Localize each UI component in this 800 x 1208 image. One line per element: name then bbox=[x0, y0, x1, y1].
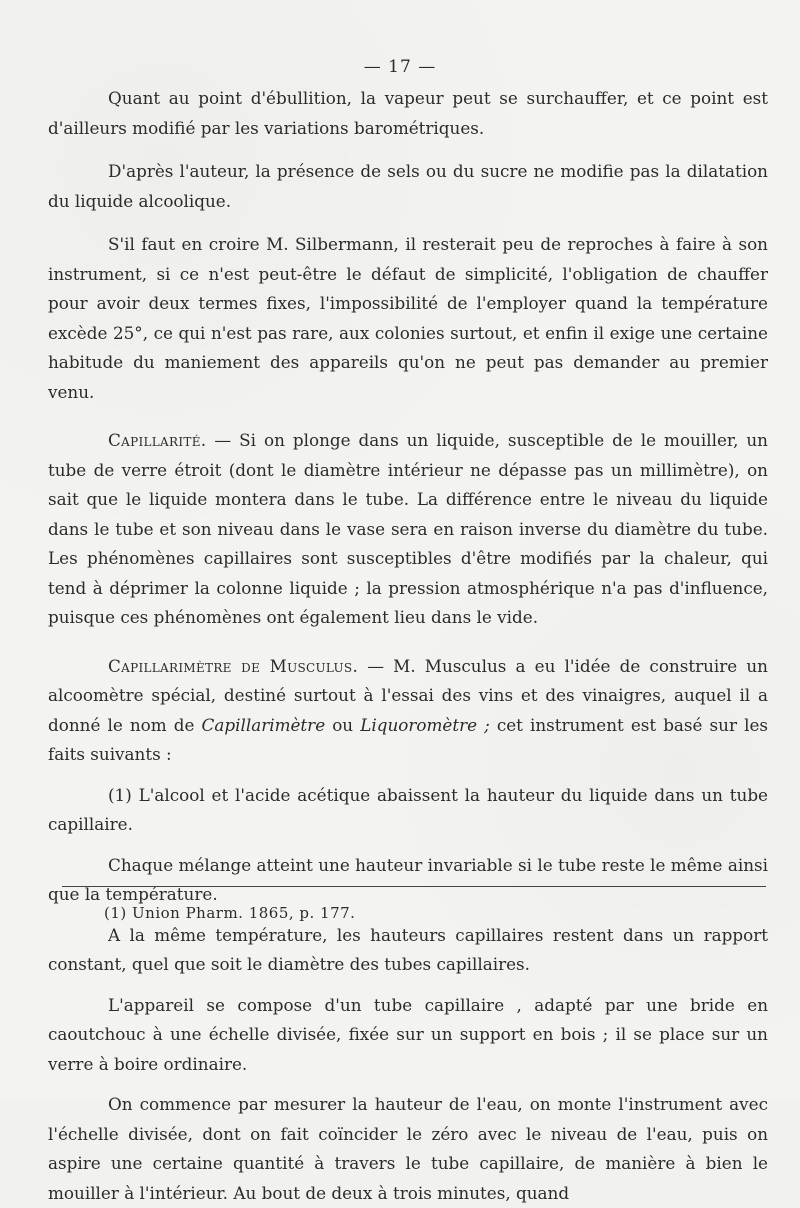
paragraph-capillarimetre-body-1: — M. Musculus a eu l'idée de construire un alcoomètre spécial, destiné surtout à l'essai des vins et des vinaigres, auquel il a donné le nom de bbox=[48, 655, 768, 735]
main-text bbox=[48, 84, 768, 1208]
section-heading-capillarimetre: Capillarimètre de Musculus. bbox=[108, 655, 359, 676]
footnote: (1) Union Pharm. 1865, p. 177. bbox=[104, 904, 356, 922]
page-number: — 17 — bbox=[363, 57, 437, 77]
paragraph-capillarite bbox=[48, 426, 768, 633]
paragraph-capillarimetre bbox=[48, 652, 768, 770]
paragraph-apparatus: L'appareil se compose d'un tube capillaire , adapté par une bride en caoutchouc à une échelle divisée, fixée sur un support en bois ; il se place sur un verre à boire ordinaire. bbox=[48, 994, 768, 1074]
paragraph-fact-3: A la même température, les hauteurs capillaires restent dans un rapport constant, quel que soit le diamètre des tubes capillaires. bbox=[48, 924, 768, 974]
paragraph-boiling-point: Quant au point d'ébullition, la vapeur peut se surchauffer, et ce point est d'ailleurs modifié par les variations barométriques. bbox=[48, 88, 768, 138]
footnote-divider bbox=[62, 886, 766, 887]
paragraph-salts-sugar: D'après l'auteur, la présence de sels ou du sucre ne modifie pas la dilatation du liquide alcoolique. bbox=[48, 161, 768, 211]
paragraph-procedure: On commence par mesurer la hauteur de l'eau, on monte l'instrument avec l'échelle divisée, dont on fait coïncider le zéro avec le niveau de l'eau, puis on aspire une certaine quantité à travers le tube capillaire, de manière à bien le mouiller à l'intérieur. Au bout de deux à trois minutes, quand bbox=[48, 1094, 768, 1203]
paragraph-capillarimetre-body-2: ou bbox=[325, 714, 361, 735]
italic-term-capillarimetre: Capillarimètre bbox=[201, 714, 326, 735]
section-heading-capillarite: Capillarité. bbox=[108, 430, 207, 450]
italic-term-liquorometre: Liquoromètre ; bbox=[360, 714, 490, 735]
paragraph-fact-1: (1) L'alcool et l'acide acétique abaissent la hauteur du liquide dans un tube capillaire. bbox=[48, 784, 768, 834]
paragraph-capillarimetre-body-3: cet instrument est basé sur les faits suivants : bbox=[48, 714, 768, 764]
paragraph-fact-2: Chaque mélange atteint une hauteur invariable si le tube reste le même ainsi que la température. bbox=[48, 854, 768, 904]
paragraph-silbermann: S'il faut en croire M. Silbermann, il resterait peu de reproches à faire à son instrument, si ce n'est peut-être le défaut de simplicité, l'obligation de chauffer pour avoir deux termes fixes, l'impossibilité de l'employer quand la température excède 25°, ce qui n'est pas rare, aux colonies surtout, et enfin il exige une certaine habitude du maniement des appareils qu'on ne peut pas demander au premier venu. bbox=[48, 234, 768, 402]
paragraph-capillarite-body: — Si on plonge dans un liquide, susceptible de le mouiller, un tube de verre étroit (dont le diamètre intérieur ne dépasse pas un millimètre), on sait que le liquide montera dans le tube. La différence entre le niveau du liquide dans le tube et son niveau dans le vase sera en raison inverse du diamètre du tube. Les phénomènes capillaires sont susceptibles d'être modifiés par la chaleur, qui tend à déprimer la colonne liquide ; la pression atmosphérique n'a pas d'influence, puisque ces phénomènes ont également lieu dans le vide. bbox=[48, 430, 768, 627]
